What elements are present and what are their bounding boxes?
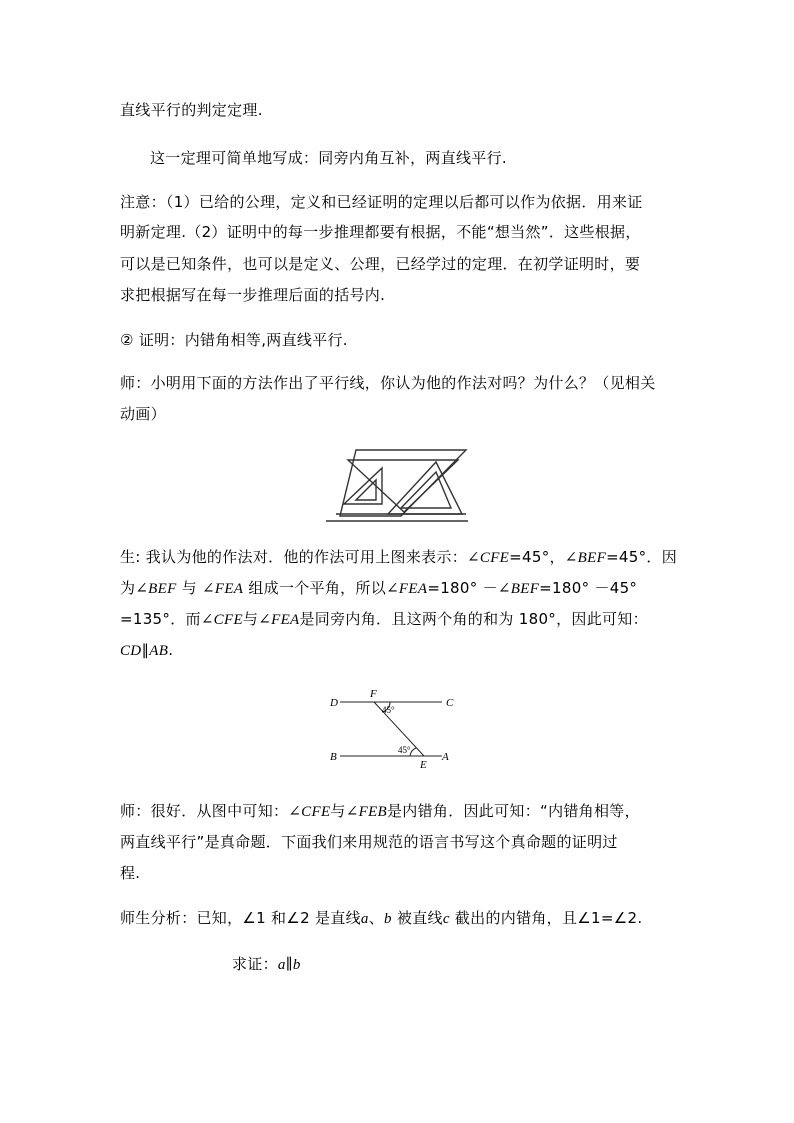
text-run: 与 bbox=[176, 579, 203, 597]
line-ab: AB bbox=[149, 643, 169, 659]
angle-label-top: 45° bbox=[382, 705, 395, 715]
text-run: =45°．因 bbox=[606, 548, 678, 566]
angle-fea: ∠FEA bbox=[202, 581, 244, 597]
angle-bef: ∠BEF bbox=[135, 581, 177, 597]
proof-heading: ② 证明：内错角相等,两直线平行. bbox=[120, 331, 348, 349]
angle-cfe: ∠CFE bbox=[200, 612, 243, 628]
text-run: 组成一个平角，所以 bbox=[243, 579, 387, 597]
text-run: . bbox=[168, 641, 174, 659]
angle-bef: ∠BEF bbox=[564, 550, 607, 566]
text-run: =45°， bbox=[509, 548, 565, 566]
text-run: 是同旁内角．且这两个角的和为 180°，因此可知： bbox=[299, 610, 648, 628]
teacher-response-line-2: 两直线平行”是真命题．下面我们来用规范的语言书写这个真命题的证明过 bbox=[120, 833, 618, 851]
parallel-symbol: ∥ bbox=[141, 641, 150, 659]
label-b: B bbox=[330, 751, 337, 763]
angle-cfe: ∠CFE bbox=[467, 550, 510, 566]
text-run: =135°．而 bbox=[120, 610, 201, 628]
angle-fea: ∠FEA bbox=[386, 581, 428, 597]
text-run: 师：很好．从图中可知： bbox=[120, 802, 289, 820]
label-f: F bbox=[370, 688, 377, 700]
text-run: 截出的内错角，且∠1=∠2. bbox=[449, 909, 643, 927]
note-line-2: 明新定理.（2）证明中的每一步推理都要有根据，不能“想当然”．这些根据， bbox=[120, 223, 641, 241]
student-answer-line-4 bbox=[120, 639, 173, 662]
prove-expression: a∥b bbox=[277, 957, 301, 973]
line-b: b bbox=[384, 911, 392, 927]
teacher-question-line-2: 动画） bbox=[120, 405, 166, 423]
teacher-response-line-1 bbox=[120, 800, 640, 823]
prove-line bbox=[232, 953, 301, 976]
label-d: D bbox=[330, 697, 338, 709]
line-c: c bbox=[442, 911, 450, 927]
angle-fea: ∠FEA bbox=[258, 612, 300, 628]
text-run: 与 bbox=[242, 610, 259, 628]
analysis-line bbox=[120, 907, 642, 930]
text-run: 是内错角．因此可知：“内错角相等， bbox=[387, 802, 640, 820]
teacher-question-line-1: 师：小明用下面的方法作出了平行线，你认为他的作法对吗？为什么？（见相关 bbox=[120, 374, 656, 392]
text-run: 为 bbox=[120, 579, 136, 597]
text-run: =180° － bbox=[427, 579, 498, 597]
teacher-response-line-3: 程. bbox=[120, 864, 141, 882]
paragraph-theorem-short: 这一定理可简单地写成：同旁内角互补，两直线平行. bbox=[150, 149, 507, 167]
parallel-lines-figure bbox=[320, 686, 476, 772]
line-cd: CD bbox=[120, 643, 142, 659]
note-line-4: 求把根据写在每一步推理后面的括号内. bbox=[120, 286, 386, 304]
prove-label: 求证： bbox=[232, 955, 278, 973]
angle-feb: ∠FEB bbox=[345, 804, 387, 820]
student-answer-line-2 bbox=[120, 577, 637, 600]
text-run: 被直线 bbox=[391, 909, 443, 927]
label-c: C bbox=[446, 697, 454, 709]
line-a: a bbox=[360, 911, 369, 927]
text-run: 、 bbox=[368, 909, 385, 927]
note-line-1: 注意：（1）已给的公理，定义和已经证明的定理以后都可以作为依据．用来证 bbox=[120, 193, 643, 211]
paragraph-theorem-title: 直线平行的判定定理. bbox=[120, 101, 263, 119]
angle-bef: ∠BEF bbox=[497, 581, 540, 597]
angle-cfe: ∠CFE bbox=[288, 804, 331, 820]
student-answer-line-3 bbox=[120, 608, 648, 631]
text-run: 与 bbox=[330, 802, 346, 820]
label-e: E bbox=[420, 759, 427, 771]
triangle-ruler-figure bbox=[326, 448, 468, 522]
label-a: A bbox=[442, 751, 449, 763]
text-run: =180° －45° bbox=[539, 579, 638, 597]
text-run: 师生分析：已知，∠1 和∠2 是直线 bbox=[120, 909, 361, 927]
text-run: 生: 我认为他的作法对．他的作法可用上图来表示： bbox=[120, 548, 468, 566]
note-line-3: 可以是已知条件，也可以是定义、公理，已经学过的定理．在初学证明时，要 bbox=[120, 255, 641, 273]
angle-label-bottom: 45° bbox=[398, 745, 411, 755]
student-answer-line-1 bbox=[120, 546, 677, 569]
